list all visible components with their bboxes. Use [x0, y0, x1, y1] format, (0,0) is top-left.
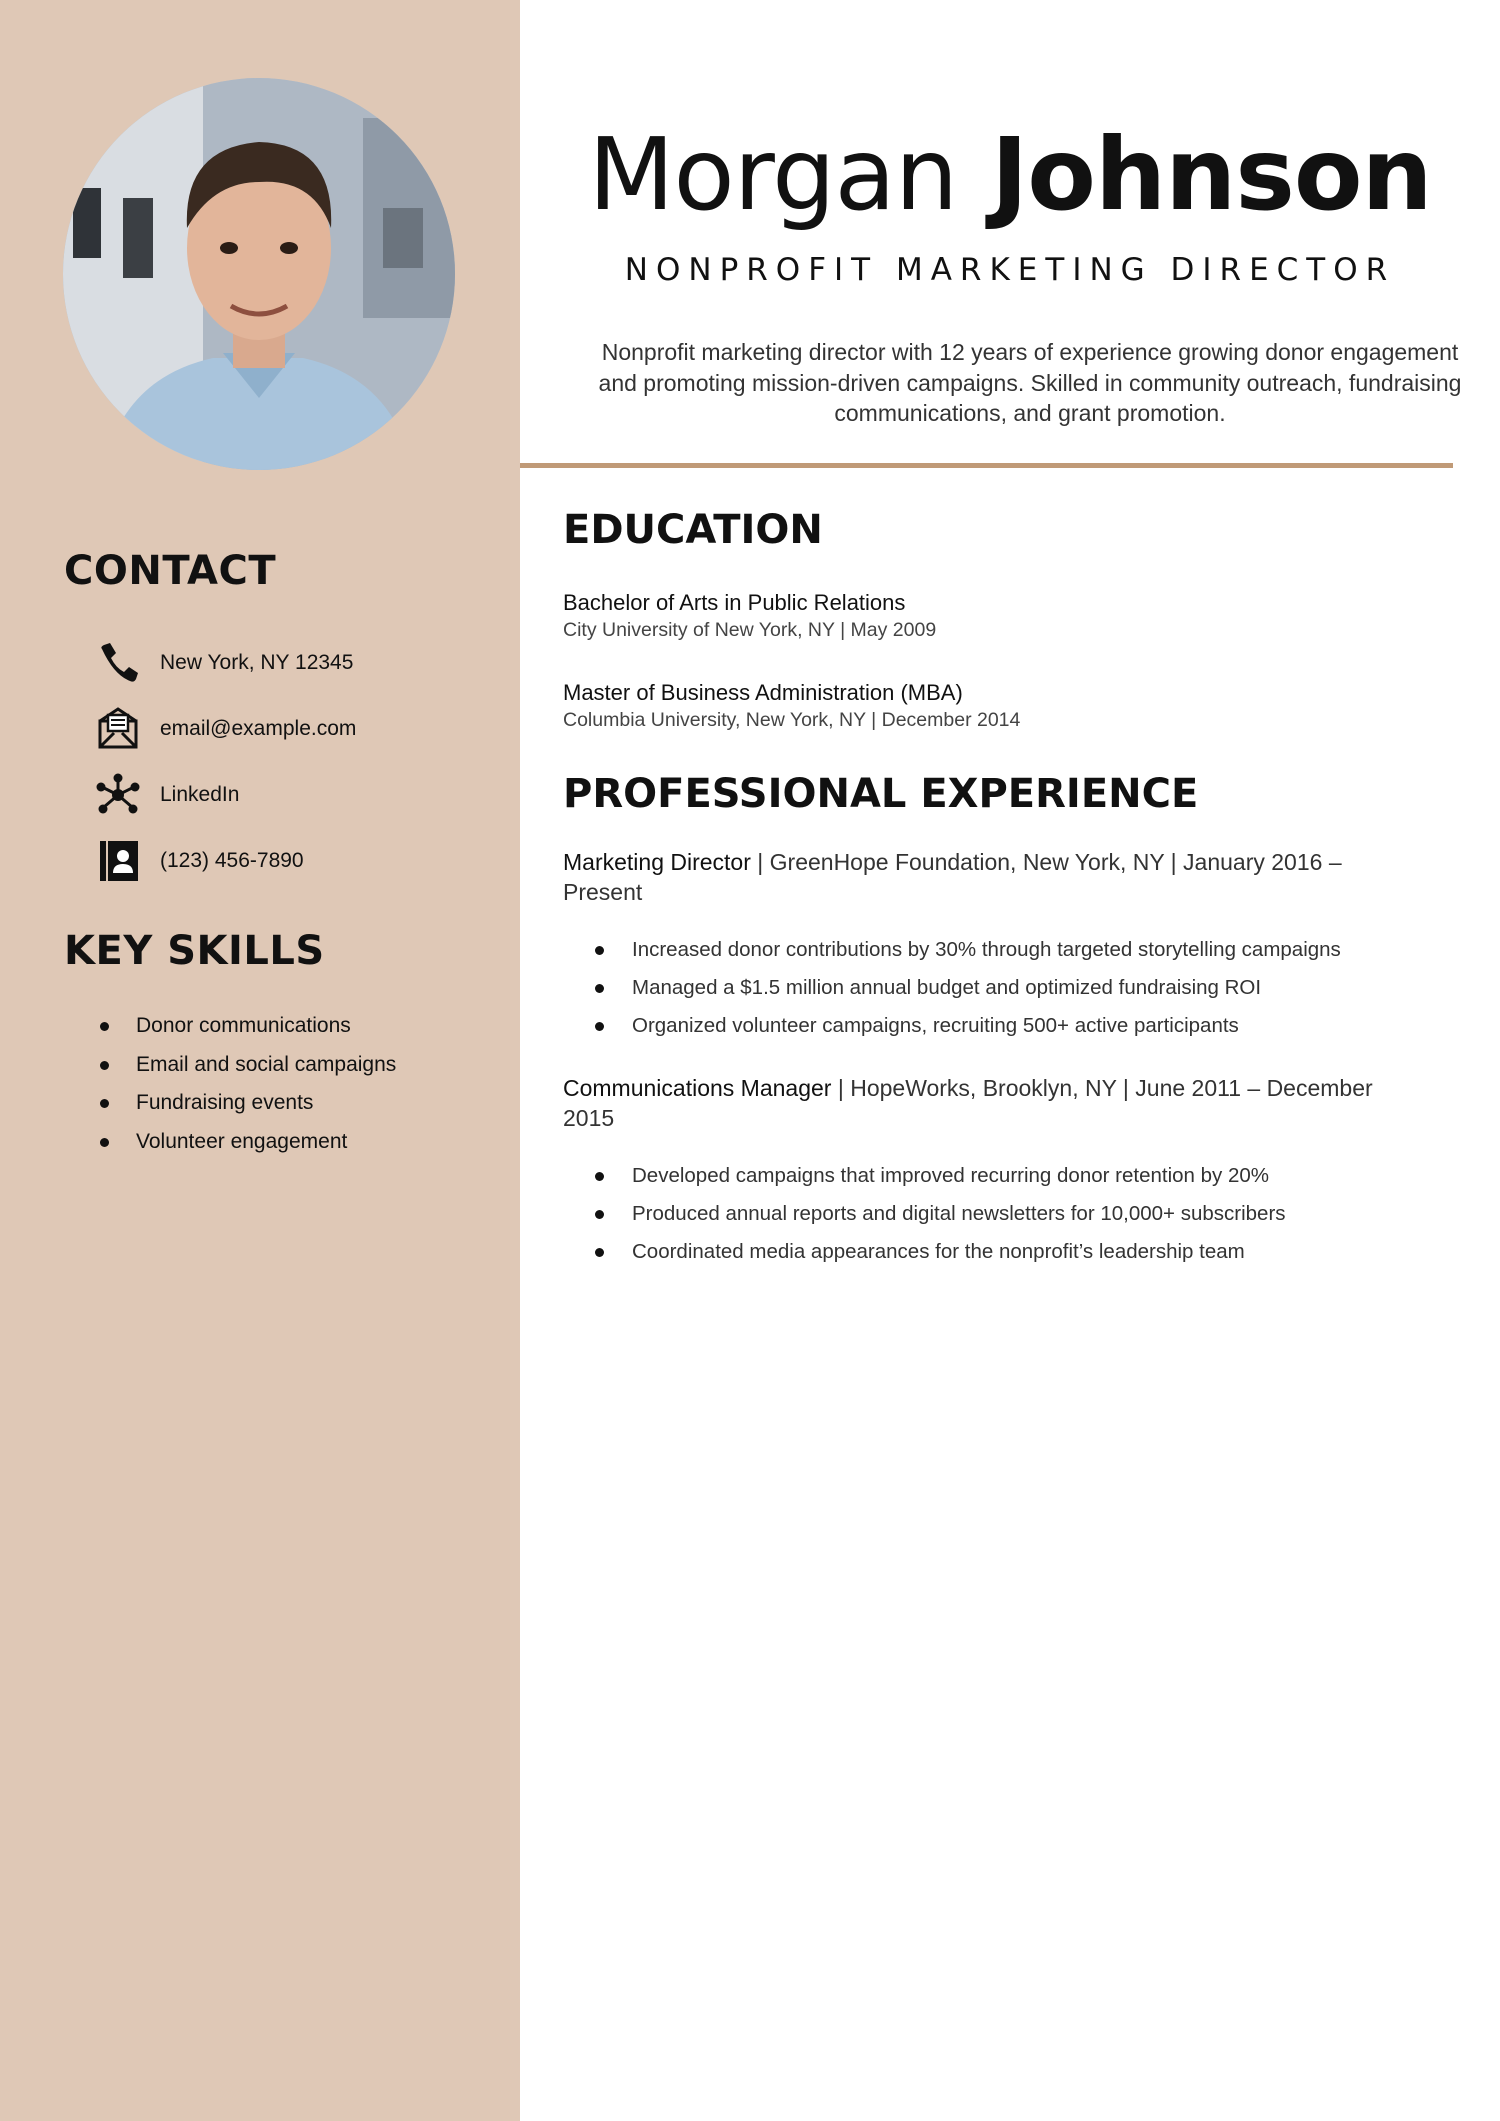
envelope-icon — [96, 707, 140, 751]
contact-heading: CONTACT — [64, 548, 277, 594]
contact-card-icon — [96, 839, 140, 883]
job-role: Marketing Director — [563, 849, 751, 875]
job-bullet: Managed a $1.5 million annual budget and optimized fundraising ROI — [563, 969, 1423, 1007]
contact-item-address — [96, 630, 496, 696]
education-degree: Master of Business Administration (MBA) — [563, 680, 963, 705]
contact-linkedin[interactable]: LinkedIn — [160, 783, 240, 806]
profile-photo — [63, 78, 455, 470]
job-bullet: Organized volunteer campaigns, recruiting 500+ active participants — [563, 1007, 1423, 1045]
profile-summary: Nonprofit marketing director with 12 years of experience growing donor engagement and promoting mission-driven campaigns. Skilled in community outreach, fundraising communications, and grant promotion. — [598, 339, 1462, 426]
skill-item: Donor communications — [96, 1007, 396, 1046]
header-divider — [520, 463, 1453, 468]
job-bullet: Produced annual reports and digital newsletters for 10,000+ subscribers — [563, 1195, 1423, 1233]
job-entry — [563, 847, 1423, 1045]
job-header — [563, 847, 1423, 907]
job-entry — [563, 1073, 1423, 1271]
job-title: NONPROFIT MARKETING DIRECTOR — [624, 252, 1396, 288]
education-detail: City University of New York, NY | May 2009 — [563, 619, 937, 641]
candidate-name — [520, 110, 1500, 240]
first-name: Morgan — [588, 116, 958, 233]
experience-heading: PROFESSIONAL EXPERIENCE — [563, 771, 1199, 817]
last-name: Johnson — [991, 116, 1432, 233]
skills-list — [96, 1007, 396, 1161]
job-details: | HopeWorks, Brooklyn, NY | June 2011 – December 2015 — [563, 1075, 1373, 1131]
job-bullets — [563, 931, 1423, 1045]
contact-list — [96, 630, 496, 894]
job-details: | GreenHope Foundation, New York, NY | January 2016 – Present — [563, 849, 1342, 905]
education-detail: Columbia University, New York, NY | December 2014 — [563, 709, 1021, 731]
contact-email[interactable]: email@example.com — [160, 717, 357, 740]
skill-item: Fundraising events — [96, 1084, 396, 1123]
job-bullet: Increased donor contributions by 30% through targeted storytelling campaigns — [563, 931, 1423, 969]
contact-item-linkedin[interactable] — [96, 762, 496, 828]
education-item — [563, 679, 1443, 733]
job-role: Communications Manager — [563, 1075, 832, 1101]
contact-item-phone[interactable] — [96, 828, 496, 894]
phone-icon — [96, 641, 140, 685]
key-skills-heading: KEY SKILLS — [64, 928, 325, 974]
skill-item: Email and social campaigns — [96, 1046, 396, 1085]
job-header — [563, 1073, 1423, 1133]
contact-address: New York, NY 12345 — [160, 651, 354, 674]
job-bullet: Coordinated media appearances for the nonprofit’s leadership team — [563, 1233, 1423, 1271]
education-heading: EDUCATION — [563, 507, 823, 553]
network-icon — [96, 773, 140, 817]
education-degree: Bachelor of Arts in Public Relations — [563, 590, 906, 615]
contact-item-email[interactable] — [96, 696, 496, 762]
job-bullets — [563, 1157, 1423, 1271]
skill-item: Volunteer engagement — [96, 1123, 396, 1162]
job-bullet: Developed campaigns that improved recurring donor retention by 20% — [563, 1157, 1423, 1195]
contact-phone[interactable]: (123) 456-7890 — [160, 849, 304, 872]
education-item — [563, 589, 1443, 643]
